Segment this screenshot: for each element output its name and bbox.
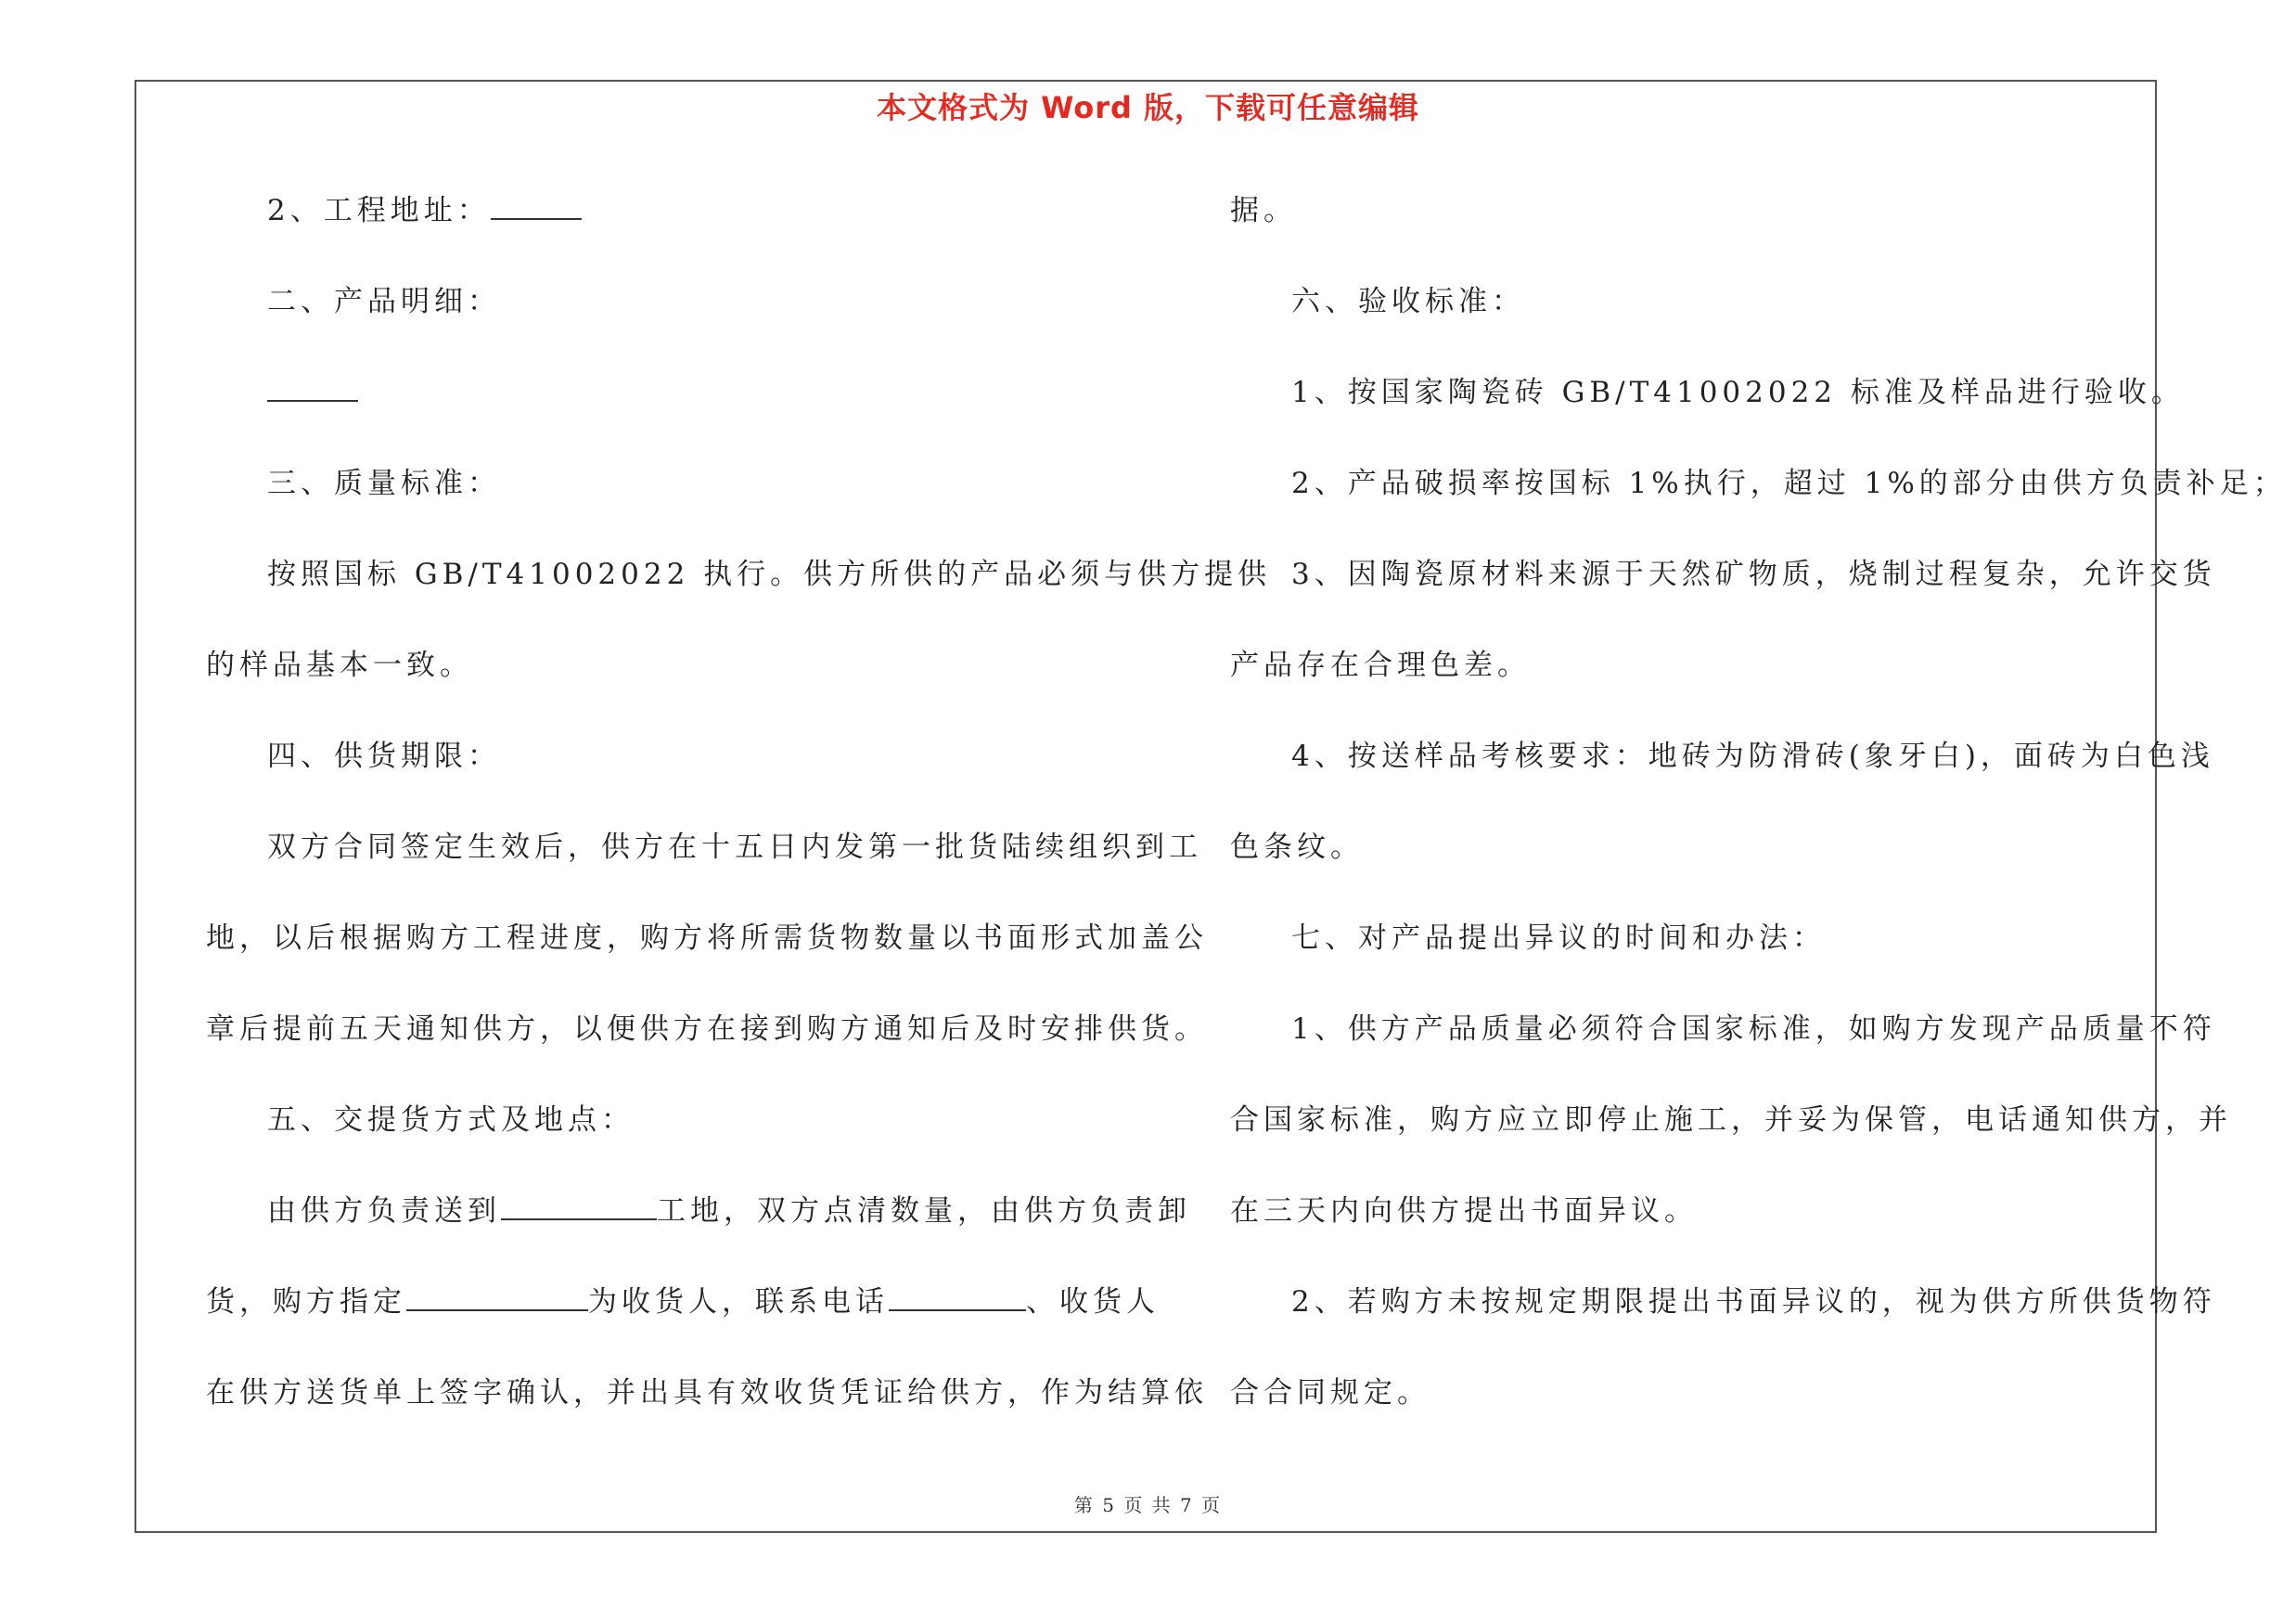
page-number-footer: 第 5 页 共 7 页 [1073, 1494, 1223, 1516]
delivery-text-2a: 货，购方指定 [206, 1285, 406, 1319]
delivery-text-4: 据。 [1230, 194, 1297, 227]
word-format-banner: 本文格式为 Word 版，下载可任意编辑 [876, 90, 1420, 125]
phone-blank [889, 1285, 1026, 1311]
product-detail-blank [267, 376, 358, 402]
consignee-blank [406, 1285, 588, 1311]
quality-standard-text-2: 的样品基本一致。 [206, 649, 473, 682]
delivery-text-2 [206, 1283, 1160, 1320]
project-address-blank [491, 194, 582, 220]
section-5-heading: 五、交提货方式及地点： [267, 1103, 635, 1137]
acceptance-item-4a: 4、按送样品考核要求：地砖为防滑砖(象牙白)，面砖为白色浅 [1291, 740, 2214, 773]
delivery-text-1 [267, 1192, 1191, 1230]
section-7-heading: 七、对产品提出异议的时间和办法： [1291, 921, 1826, 955]
acceptance-item-3b: 产品存在合理色差。 [1230, 649, 1531, 682]
objection-item-1c: 在三天内向供方提出书面异议。 [1230, 1194, 1698, 1228]
supply-period-text-3: 章后提前五天通知供方，以便供方在接到购方通知后及时安排供货。 [206, 1012, 1208, 1046]
project-address-label: 2、工程地址： [267, 194, 491, 227]
acceptance-item-2: 2、产品破损率按国标 1%执行，超过 1%的部分由供方负责补足； [1291, 467, 2287, 500]
objection-item-1a: 1、供方产品质量必须符合国家标准，如购方发现产品质量不符 [1291, 1012, 2216, 1046]
delivery-text-2c: 、收货人 [1026, 1285, 1160, 1319]
left-line-1 [267, 192, 582, 229]
section-4-heading: 四、供货期限： [267, 740, 501, 773]
delivery-text-1a: 由供方负责送到 [267, 1194, 501, 1228]
delivery-text-3: 在供方送货单上签字确认，并出具有效收货凭证给供方，作为结算依 [206, 1376, 1208, 1410]
delivery-text-1b: 工地，双方点清数量，由供方负责卸 [657, 1194, 1191, 1228]
section-3-heading: 三、质量标准： [267, 467, 501, 500]
section-6-heading: 六、验收标准： [1291, 285, 1525, 318]
delivery-text-2b: 为收货人，联系电话 [588, 1285, 889, 1319]
objection-item-2a: 2、若购方未按规定期限提出书面异议的，视为供方所供货物符 [1291, 1285, 2216, 1319]
quality-standard-text-1: 按照国标 GB/T41002022 执行。供方所供的产品必须与供方提供 [267, 558, 1272, 591]
supply-period-text-1: 双方合同签定生效后，供方在十五日内发第一批货陆续组织到工 [267, 831, 1202, 864]
acceptance-item-4b: 色条纹。 [1230, 831, 1364, 864]
left-line-3 [267, 374, 358, 411]
objection-item-1b: 合国家标准，购方应立即停止施工，并妥为保管，电话通知供方，并 [1230, 1103, 2232, 1137]
delivery-site-blank [501, 1194, 657, 1220]
objection-item-2b: 合合同规定。 [1230, 1376, 1430, 1410]
supply-period-text-2: 地，以后根据购方工程进度，购方将所需货物数量以书面形式加盖公 [206, 921, 1208, 955]
acceptance-item-1: 1、按国家陶瓷砖 GB/T41002022 标准及样品进行验收。 [1291, 376, 2185, 409]
acceptance-item-3a: 3、因陶瓷原材料来源于天然矿物质，烧制过程复杂，允许交货 [1291, 558, 2216, 591]
section-2-heading: 二、产品明细： [267, 285, 501, 318]
